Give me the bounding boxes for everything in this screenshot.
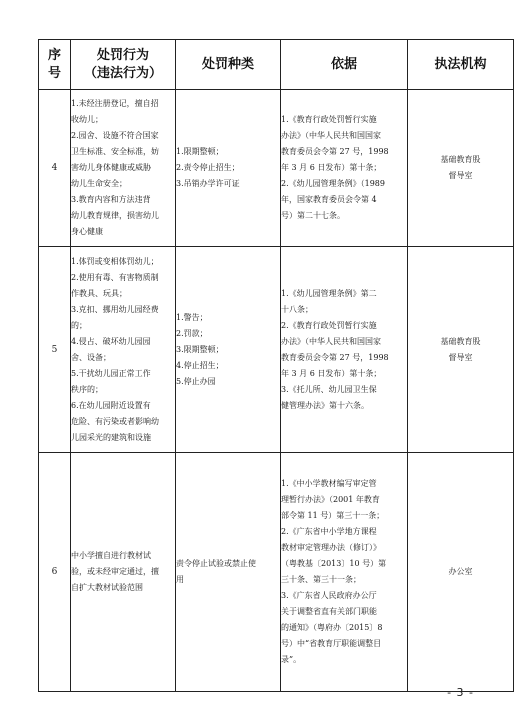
row-act-line: 害幼儿身体健康或威胁 <box>71 163 151 172</box>
row-act-line: 危险、有污染或者影响幼 <box>71 416 159 426</box>
row-type-line: 1.限期整顿； <box>176 147 224 156</box>
row-act-line: 秩序的； <box>71 384 103 394</box>
header-act-line1: 处罚行为 <box>96 47 149 63</box>
row-type-line: 5.停止办园 <box>176 376 216 386</box>
row-act-line: 3.克扣、挪用幼儿园经费 <box>71 304 159 314</box>
row-org-line: 督导室 <box>448 171 473 180</box>
row-act-cell <box>71 247 176 453</box>
row-act-line: 幼儿教育规律，损害幼儿 <box>71 211 159 220</box>
row-act-line: 的； <box>71 320 87 330</box>
row-type-line: 2.责令停止招生； <box>176 163 240 172</box>
row-org-cell <box>408 90 514 247</box>
row-type-cell <box>176 453 281 692</box>
header-basis: 依据 <box>281 40 408 90</box>
row-basis-line: 年 3 月 6 日发布）第十条； <box>281 368 382 378</box>
row-type-line: 3.吊销办学许可证 <box>176 179 240 188</box>
header-seq-line1: 序 <box>47 47 61 63</box>
row-basis-line: 健管理办法》第十六条。 <box>281 400 369 410</box>
row-act-line: 卫生标准、安全标准，妨 <box>71 147 159 156</box>
row-basis-line: 办法》（中华人民共和国国家 <box>281 336 381 346</box>
row-type-cell <box>176 247 281 453</box>
row-basis-cell <box>281 90 408 247</box>
row-type-line: 3.限期整顿； <box>176 344 224 354</box>
row-basis-line: 2.《广东省中小学地方课程 <box>281 527 377 536</box>
row-act-line: 2.园舍、设施不符合国家 <box>71 131 159 140</box>
row-act-line: 6.在幼儿园附近设置有 <box>71 400 151 410</box>
header-seq-line2: 号 <box>47 65 61 81</box>
header-act-line2: （违法行为） <box>83 65 162 81</box>
row-basis-line: 教育委员会令第 27 号，1998 <box>281 352 389 362</box>
header-org: 执法机构 <box>408 40 514 90</box>
table-body <box>39 90 514 692</box>
row-act-line: 儿园采光的建筑和设施 <box>71 432 151 442</box>
row-org-line: 基础教育股 <box>440 336 481 346</box>
row-act-line: 1.体罚或变相体罚幼儿； <box>71 256 159 266</box>
row-basis-line: 办法》（中华人民共和国国家 <box>281 131 381 140</box>
row-type-line: 责令停止试验或禁止使 <box>176 559 256 568</box>
table-row <box>39 453 514 692</box>
row-act-line: 收幼儿； <box>71 115 103 124</box>
row-org-cell <box>408 247 514 453</box>
header-act <box>71 40 176 90</box>
row-basis-line: 教育委员会令第 27 号，1998 <box>281 147 389 156</box>
row-act-cell <box>71 453 176 692</box>
row-basis-line: 理暂行办法》（2001 年教育 <box>281 495 380 504</box>
header-seq <box>39 40 71 90</box>
row-basis-line: 3.《托儿所、幼儿园卫生保 <box>281 384 377 394</box>
row-basis-line: 3.《广东省人民政府办公厅 <box>281 591 377 600</box>
row-basis-line: 号）第二十七条。 <box>281 211 345 220</box>
row-basis-line: 十八条； <box>281 304 313 314</box>
row-act-line: 自扩大教材试验范围 <box>71 583 143 592</box>
table-row <box>39 90 514 247</box>
row-basis-line: 关于调整省直有关部门职能 <box>281 607 377 616</box>
row-basis-line: 部令第 11 号）第三十一条； <box>281 511 385 520</box>
row-basis-line: 年，国家教育委员会令第 4 <box>281 195 377 204</box>
row-act-line: 舍、设备； <box>71 352 111 362</box>
header-type: 处罚种类 <box>176 40 281 90</box>
table-row <box>39 247 514 453</box>
row-basis-cell <box>281 453 408 692</box>
row-org-line: 办公室 <box>448 567 473 576</box>
row-basis-line: 2.《幼儿园管理条例》（1989 <box>281 179 385 188</box>
row-org-line: 督导室 <box>448 352 473 362</box>
row-basis-line: 年 3 月 6 日发布）第十条； <box>281 163 382 172</box>
penalty-table <box>38 39 514 692</box>
row-act-line: 中小学擅自进行教材试 <box>71 551 151 560</box>
page-number: - 3 - <box>447 686 474 699</box>
row-type-line: 用 <box>176 575 184 584</box>
row-act-line: 身心健康 <box>71 227 103 236</box>
row-act-line: 3.教育内容和方法违背 <box>71 195 151 204</box>
row-act-line: 4.侵占、破坏幼儿园园 <box>71 336 151 346</box>
row-act-line: 2.使用有毒、有害物质制 <box>71 272 159 282</box>
row-basis-line: 1.《教育行政处罚暂行实施 <box>281 115 377 124</box>
row-basis-line: 1.《幼儿园管理条例》第二 <box>281 288 377 298</box>
row-basis-line: 2.《教育行政处罚暂行实施 <box>281 320 377 330</box>
row-type-cell <box>176 90 281 247</box>
row-type-line: 2.罚款； <box>176 328 208 338</box>
row-org-line: 基础教育股 <box>440 155 481 164</box>
row-basis-line: 三十条、第三十一条； <box>281 575 361 584</box>
row-type-line: 1.警告； <box>176 312 208 322</box>
row-basis-line: 1.《中小学教材编写审定管 <box>281 479 377 488</box>
row-basis-line: （粤教基〔2013〕10 号）第 <box>281 559 387 568</box>
row-act-line: 作教具、玩具； <box>71 288 127 298</box>
row-org-cell <box>408 453 514 692</box>
row-basis-line: 录”。 <box>281 655 302 664</box>
row-basis-line: 号）中“省教育厅职能调整目 <box>281 639 382 648</box>
row-basis-cell <box>281 247 408 453</box>
row-act-line: 1.未经注册登记，擅自招 <box>71 99 159 108</box>
row-act-line: 幼儿生命安全； <box>71 179 127 188</box>
row-basis-line: 的通知》（粤府办〔2015〕8 <box>281 623 383 632</box>
row-act-line: 验，或未经审定通过，擅 <box>71 567 159 576</box>
table-header-row <box>39 40 514 90</box>
row-seq: 5 <box>39 247 71 453</box>
row-act-line: 5.干扰幼儿园正常工作 <box>71 368 151 378</box>
row-seq: 4 <box>39 90 71 247</box>
row-seq: 6 <box>39 453 71 692</box>
row-act-cell <box>71 90 176 247</box>
row-basis-line: 教材审定管理办法（修订）》 <box>281 543 381 552</box>
row-type-line: 4.停止招生； <box>176 360 224 370</box>
